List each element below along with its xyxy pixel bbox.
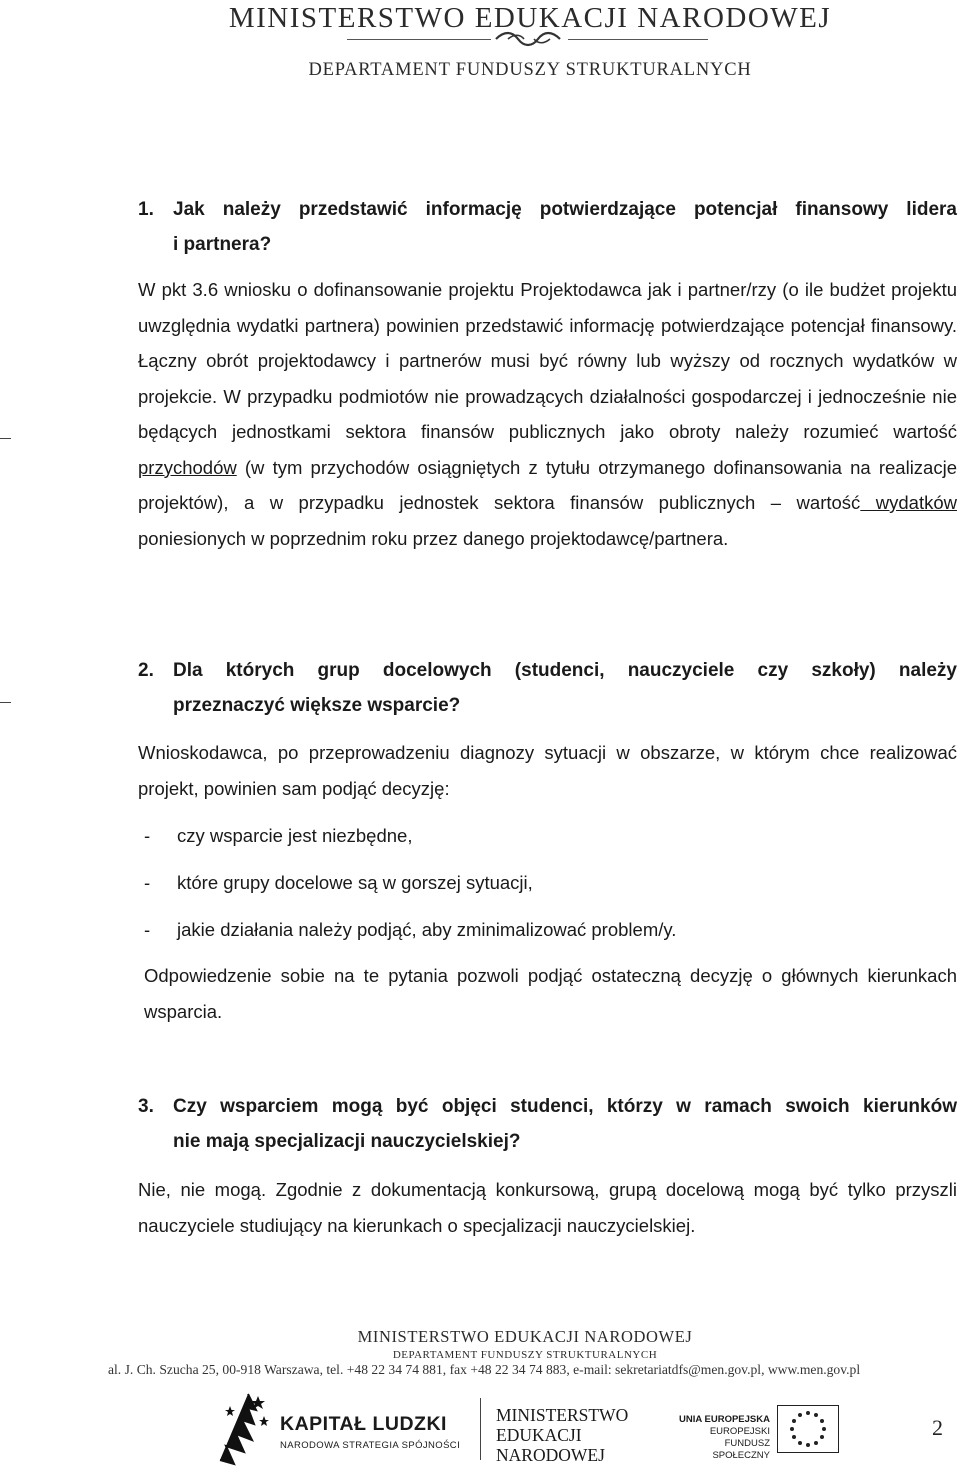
question-1-line-2: i partnera? [173, 234, 272, 255]
list-dash: - [144, 919, 151, 940]
eu-flag-icon [777, 1405, 839, 1453]
kapital-ludzki-logo-icon [218, 1390, 274, 1468]
margin-mark [0, 702, 11, 703]
answer-2-paragraph: Wnioskodawca, po przeprowadzeniu diagnozy sytuacji w obszarze, w którym chce realizować projekt, powinien sam podjąć decyzję: [138, 742, 957, 799]
answer-1-text-b: (w tym przychodów osiągniętych z tytułu otrzymanego dofinansowania na realizacje projektów), a w przypadku jednostek sektora finansów publicznych – wartość [138, 456, 957, 513]
answer-1-paragraph [138, 272, 957, 556]
answer-1-underlined-przychodow: przychodów [138, 456, 237, 478]
list-dash: - [144, 872, 151, 893]
answer-1-text-c: poniesionych w poprzednim roku przez danego projektodawcę/partnera. [138, 527, 729, 549]
men-logo-line: EDUKACJI [496, 1425, 582, 1445]
list-dash: - [144, 825, 151, 846]
footer-address: al. J. Ch. Szucha 25, 00-918 Warszawa, tel. +48 22 34 74 881, fax +48 22 34 74 883, e-mail: sekretariatdfs@men.gov.pl, www.men.gov.pl [108, 1362, 861, 1377]
header-subtitle: DEPARTAMENT FUNDUSZY STRUKTURALNYCH [308, 60, 752, 80]
header-flourish-icon [494, 28, 566, 50]
list-item: jakie działania należy podjąć, aby zminimalizować problem/y. [177, 919, 677, 940]
question-2-number: 2. [138, 660, 154, 681]
men-logo-text [496, 1405, 628, 1465]
eu-logo-line: UNIA EUROPEJSKA [679, 1414, 770, 1425]
footer-subtitle: DEPARTAMENT FUNDUSZY STRUKTURALNYCH [392, 1349, 658, 1361]
answer-1-text: W pkt 3.6 wniosku o dofinansowanie projektu Projektodawca jak i partner/rzy (o ile budżet projektu uwzględnia wydatki partnera) powinien przedstawić informację potwierdzające potencjał finansowy. Łączny obrót projektodawcy i partnerów musi być równy lub wyższy od rocznych wydatków w projekcie. W przypadku podmiotów nie prowadzących działalności gospodarczej i jednocześnie nie będących jednostkami sektora finansów publicznych jako obroty należy rozumieć wartość [138, 279, 957, 442]
answer-2-conclusion: Odpowiedzenie sobie na te pytania pozwoli podjąć ostateczną decyzję o głównych kierunkach wsparcia. [144, 965, 957, 1022]
header-rule-right [568, 39, 708, 40]
question-2-line-1: Dla których grup docelowych (studenci, nauczyciele czy szkoły) należy [173, 660, 957, 681]
page-number: 2 [932, 1415, 943, 1440]
men-logo-line: NARODOWEJ [496, 1445, 605, 1465]
question-3-number: 3. [138, 1096, 154, 1117]
list-item: czy wsparcie jest niezbędne, [177, 825, 413, 846]
men-logo-divider [480, 1398, 481, 1460]
question-1-line-1: Jak należy przedstawić informację potwierdzające potencjał finansowy lidera [173, 199, 957, 220]
eu-logo-text [676, 1414, 770, 1462]
header-rule-left [347, 39, 491, 40]
footer-title: MINISTERSTWO EDUKACJI NARODOWEJ [357, 1327, 693, 1346]
answer-3-paragraph: Nie, nie mogą. Zgodnie z dokumentacją konkursową, grupą docelową mogą być tylko przyszli nauczyciele studiujący na kierunkach o specjalizacji nauczycielskiej. [138, 1179, 957, 1236]
answer-1-underlined-wydatkow: wydatków [860, 492, 957, 513]
kapital-ludzki-title: KAPITAŁ LUDZKI [280, 1413, 447, 1435]
question-1-number: 1. [138, 199, 154, 220]
men-logo-line: MINISTERSTWO [496, 1405, 629, 1425]
question-2-line-2: przeznaczyć większe wsparcie? [173, 695, 461, 716]
list-item: które grupy docelowe są w gorszej sytuacji, [177, 872, 533, 893]
question-3-line-1: Czy wsparciem mogą być objęci studenci, którzy w ramach swoich kierunków [173, 1096, 957, 1117]
kapital-ludzki-subtitle: NARODOWA STRATEGIA SPÓJNOŚCI [280, 1440, 461, 1451]
margin-mark [0, 438, 11, 439]
eu-logo-line: FUNDUSZ SPOŁECZNY [712, 1438, 770, 1461]
question-3-line-2: nie mają specjalizacji nauczycielskiej? [173, 1131, 521, 1152]
header-title: MINISTERSTWO EDUKACJI NARODOWEJ [228, 2, 832, 34]
eu-logo-line: EUROPEJSKI [709, 1426, 770, 1437]
